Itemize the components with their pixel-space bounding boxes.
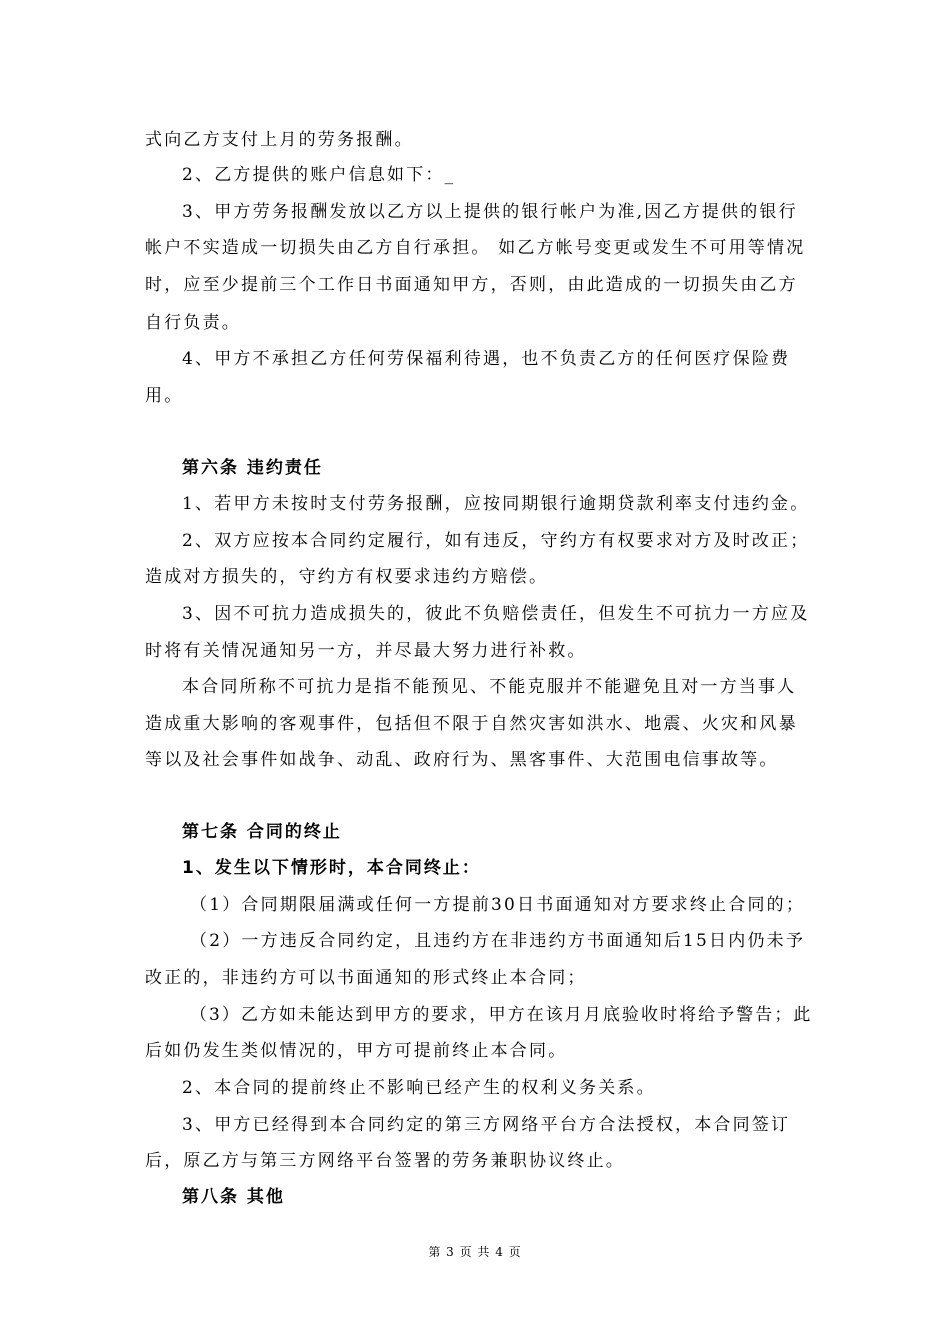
- paragraph-line: 后如仍发生类似情况的，甲方可提前终止本合同。: [145, 1041, 568, 1061]
- paragraph-line: 时，应至少提前三个工作日书面通知甲方，否则，由此造成的一切损失由乙方: [145, 275, 798, 295]
- paragraph-line: 3、甲方已经得到本合同约定的第三方网络平台方合法授权，本合同签订: [182, 1115, 791, 1135]
- page-footer: 第 3 页 共 4 页: [428, 1245, 522, 1259]
- section-heading: 第七条 合同的终止: [182, 822, 342, 842]
- paragraph-line: 2、双方应按本合同约定履行，如有违反，守约方有权要求对方及时改正；: [182, 531, 810, 551]
- paragraph-line: 1、若甲方未按时支付劳务报酬，应按同期银行逾期贷款利率支付违约金。: [182, 494, 810, 514]
- clause-heading: 1、发生以下情形时，本合同终止：: [182, 858, 481, 878]
- section-heading: 第六条 违约责任: [182, 458, 323, 478]
- paragraph-line: 时将有关情况通知另一方，并尽最大努力进行补救。: [145, 641, 587, 661]
- paragraph-line: 造成对方损失的，守约方有权要求违约方赔偿。: [145, 567, 549, 587]
- paragraph-line: （2）一方违反合同约定，且违约方在非违约方书面通知后15日内仍未予: [190, 931, 806, 951]
- paragraph-line: 自行负责。: [145, 313, 241, 333]
- paragraph-line: 等以及社会事件如战争、动乱、政府行为、黑客事件、大范围电信事故等。: [145, 750, 779, 770]
- paragraph-line: （1）合同期限届满或任何一方提前30日书面通知对方要求终止合同的；: [190, 895, 806, 915]
- paragraph-line: 用。: [145, 386, 184, 406]
- paragraph-line: 4、甲方不承担乙方任何劳保福利待遇，也不负责乙方的任何医疗保险费: [182, 349, 791, 369]
- paragraph-line: 3、因不可抗力造成损失的，彼此不负赔偿责任，但发生不可抗力一方应及: [182, 604, 810, 624]
- paragraph-line: 式向乙方支付上月的劳务报酬。: [145, 130, 414, 150]
- paragraph-line: 2、乙方提供的账户信息如下：_: [182, 165, 456, 185]
- paragraph-line: 后，原乙方与第三方网络平台签署的劳务兼职协议终止。: [145, 1151, 625, 1171]
- paragraph-line: 3、甲方劳务报酬发放以乙方以上提供的银行帐户为准,因乙方提供的银行: [182, 202, 798, 222]
- paragraph-line: 帐户不实造成一切损失由乙方自行承担。 如乙方帐号变更或发生不可用等情况: [145, 238, 806, 258]
- paragraph-line: 改正的，非违约方可以书面通知的形式终止本合同；: [145, 968, 587, 988]
- paragraph-line: （3）乙方如未能达到甲方的要求，甲方在该月月底验收时将给予警告；此: [190, 1005, 813, 1025]
- section-heading: 第八条 其他: [182, 1187, 285, 1207]
- paragraph-line: 造成重大影响的客观事件，包括但不限于自然灾害如洪水、地震、火灾和风暴: [145, 714, 798, 734]
- paragraph-line: 2、本合同的提前终止不影响已经产生的权利义务关系。: [182, 1078, 656, 1098]
- paragraph-line: 本合同所称不可抗力是指不能预见、不能克服并不能避免且对一方当事人: [182, 677, 797, 697]
